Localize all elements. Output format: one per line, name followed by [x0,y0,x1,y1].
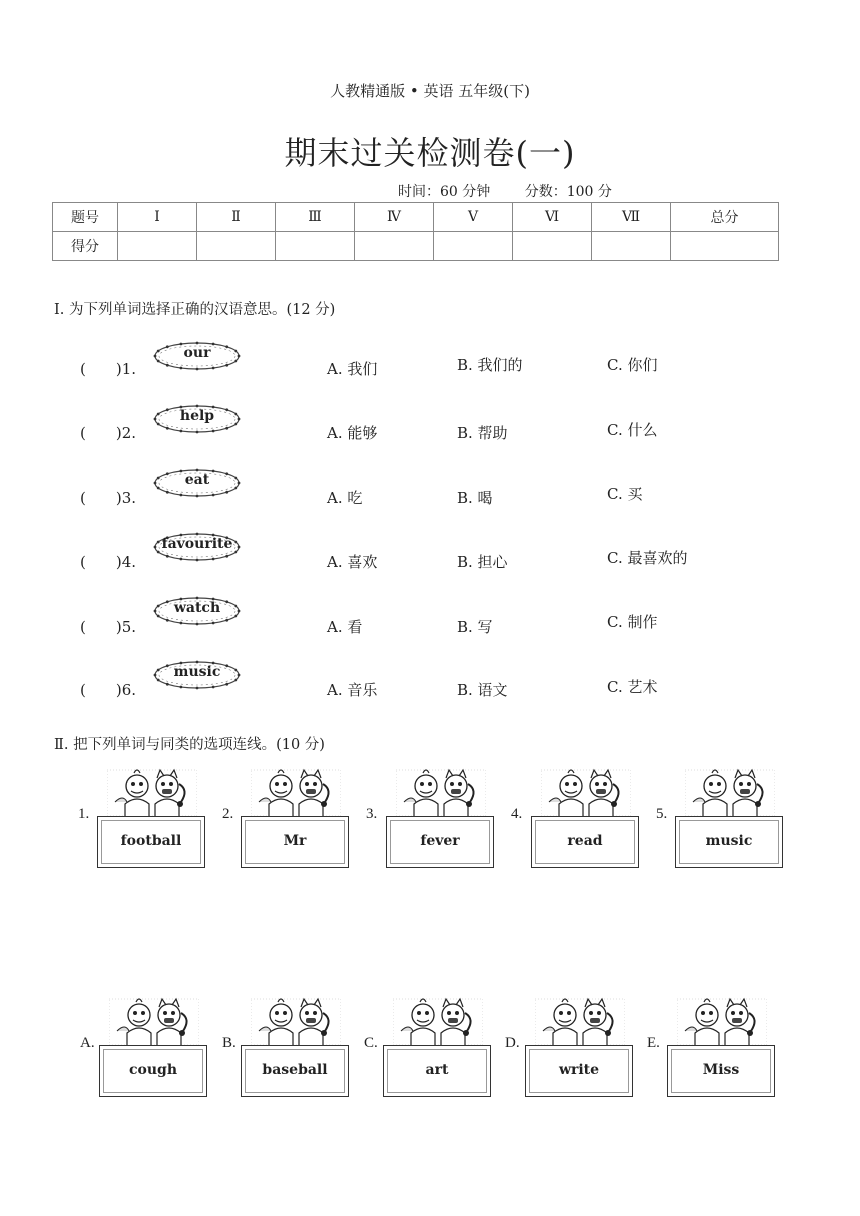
score-table [52,202,779,261]
card-word: fever [420,833,460,849]
score-cell: Ⅰ [118,203,197,232]
match-card[interactable] [383,993,493,1105]
word-badge [152,467,242,499]
question-number[interactable]: ( )5. [80,618,137,636]
score-input-cell[interactable] [197,232,276,261]
match-card[interactable] [97,764,207,876]
score-cell: Ⅲ [276,203,355,232]
match-label: D. [505,1035,520,1051]
option-b: B. 我们的 [457,356,523,374]
card-word: baseball [262,1062,328,1078]
card-word: write [558,1062,600,1078]
question-number[interactable]: ( )2. [80,424,137,442]
option-c: C. 艺术 [607,678,658,696]
badge-word: music [173,664,221,680]
badge-word: eat [184,472,210,488]
score-input-cell[interactable] [671,232,779,261]
score-cell: Ⅱ [197,203,276,232]
score-input-cell[interactable] [276,232,355,261]
option-c: C. 制作 [607,613,658,631]
score-input-cell[interactable] [118,232,197,261]
word-box [99,1045,207,1097]
question-number[interactable]: ( )1. [80,360,137,378]
option-b: B. 写 [457,618,493,636]
option-a: A. 喜欢 [327,553,378,571]
two-cartoon-characters-icon [251,764,341,822]
card-word: music [705,833,753,849]
option-b: B. 喝 [457,489,493,507]
option-b: B. 帮助 [457,424,508,442]
score-cell: 题号 [53,203,118,232]
score-cell: Ⅳ [355,203,434,232]
score-table-header-row [53,203,779,232]
question-number[interactable]: ( )3. [80,489,137,507]
badge-word: watch [173,600,221,616]
word-box [241,1045,349,1097]
word-box [386,816,494,868]
section1-title: Ⅰ. 为下列单词选择正确的汉语意思。(12 分) [54,302,336,318]
word-badge [152,531,242,563]
option-a: A. 能够 [327,424,378,442]
two-cartoon-characters-icon [109,993,199,1051]
match-label: A. [80,1035,95,1051]
word-box [97,816,205,868]
word-badge [152,403,242,435]
two-cartoon-characters-icon [107,764,197,822]
score-input-cell[interactable] [355,232,434,261]
option-c: C. 什么 [607,421,658,439]
match-label: B. [222,1035,236,1051]
match-card[interactable] [531,764,641,876]
match-card[interactable] [675,764,785,876]
match-card[interactable] [241,993,351,1105]
two-cartoon-characters-icon [541,764,631,822]
question-number[interactable]: ( )4. [80,553,137,571]
match-card[interactable] [525,993,635,1105]
match-label: C. [364,1035,378,1051]
option-c: C. 买 [607,485,643,503]
badge-word: favourite [161,536,233,552]
score-cell: 总分 [671,203,779,232]
score-input-cell[interactable] [434,232,513,261]
series-header: 人教精通版 • 英语 五年级(下) [330,82,530,100]
section2-title: Ⅱ. 把下列单词与同类的选项连线。(10 分) [54,737,325,753]
word-badge [152,340,242,372]
score-input-cell[interactable] [592,232,671,261]
option-a: A. 看 [327,618,363,636]
two-cartoon-characters-icon [396,764,486,822]
two-cartoon-characters-icon [393,993,483,1051]
match-card[interactable] [241,764,351,876]
word-box [531,816,639,868]
option-c: C. 最喜欢的 [607,549,688,567]
two-cartoon-characters-icon [251,993,341,1051]
card-word: Mr [283,833,307,849]
word-box [675,816,783,868]
card-word: art [425,1062,449,1078]
badge-word: help [179,408,215,424]
match-card[interactable] [386,764,496,876]
score-cell: Ⅵ [513,203,592,232]
match-label: 4. [511,806,523,822]
option-c: C. 你们 [607,356,658,374]
option-b: B. 语文 [457,681,508,699]
match-label: E. [647,1035,660,1051]
match-card[interactable] [667,993,777,1105]
word-box [525,1045,633,1097]
match-label: 5. [656,806,668,822]
word-box [241,816,349,868]
option-a: A. 音乐 [327,681,378,699]
match-card[interactable] [99,993,209,1105]
total-score: 分数：100 分 [524,184,612,200]
match-label: 2. [222,806,234,822]
card-word: Miss [702,1062,740,1078]
question-number[interactable]: ( )6. [80,681,137,699]
option-a: A. 吃 [327,489,363,507]
word-box [667,1045,775,1097]
option-a: A. 我们 [327,360,378,378]
match-label: 3. [366,806,378,822]
match-label: 1. [78,806,90,822]
score-table-score-row [53,232,779,261]
card-word: cough [128,1062,177,1078]
score-cell: 得分 [53,232,118,261]
word-badge [152,595,242,627]
page-title: 期末过关检测卷(一) [284,134,576,172]
card-word: read [567,833,603,849]
badge-word: our [183,345,211,361]
word-badge [152,659,242,691]
word-box [383,1045,491,1097]
option-b: B. 担心 [457,553,508,571]
exam-meta [398,181,642,201]
score-input-cell[interactable] [513,232,592,261]
score-cell: Ⅴ [434,203,513,232]
two-cartoon-characters-icon [677,993,767,1051]
two-cartoon-characters-icon [685,764,775,822]
time-limit: 时间：60 分钟 [398,184,491,200]
card-word: football [120,833,182,849]
score-cell: Ⅶ [592,203,671,232]
two-cartoon-characters-icon [535,993,625,1051]
